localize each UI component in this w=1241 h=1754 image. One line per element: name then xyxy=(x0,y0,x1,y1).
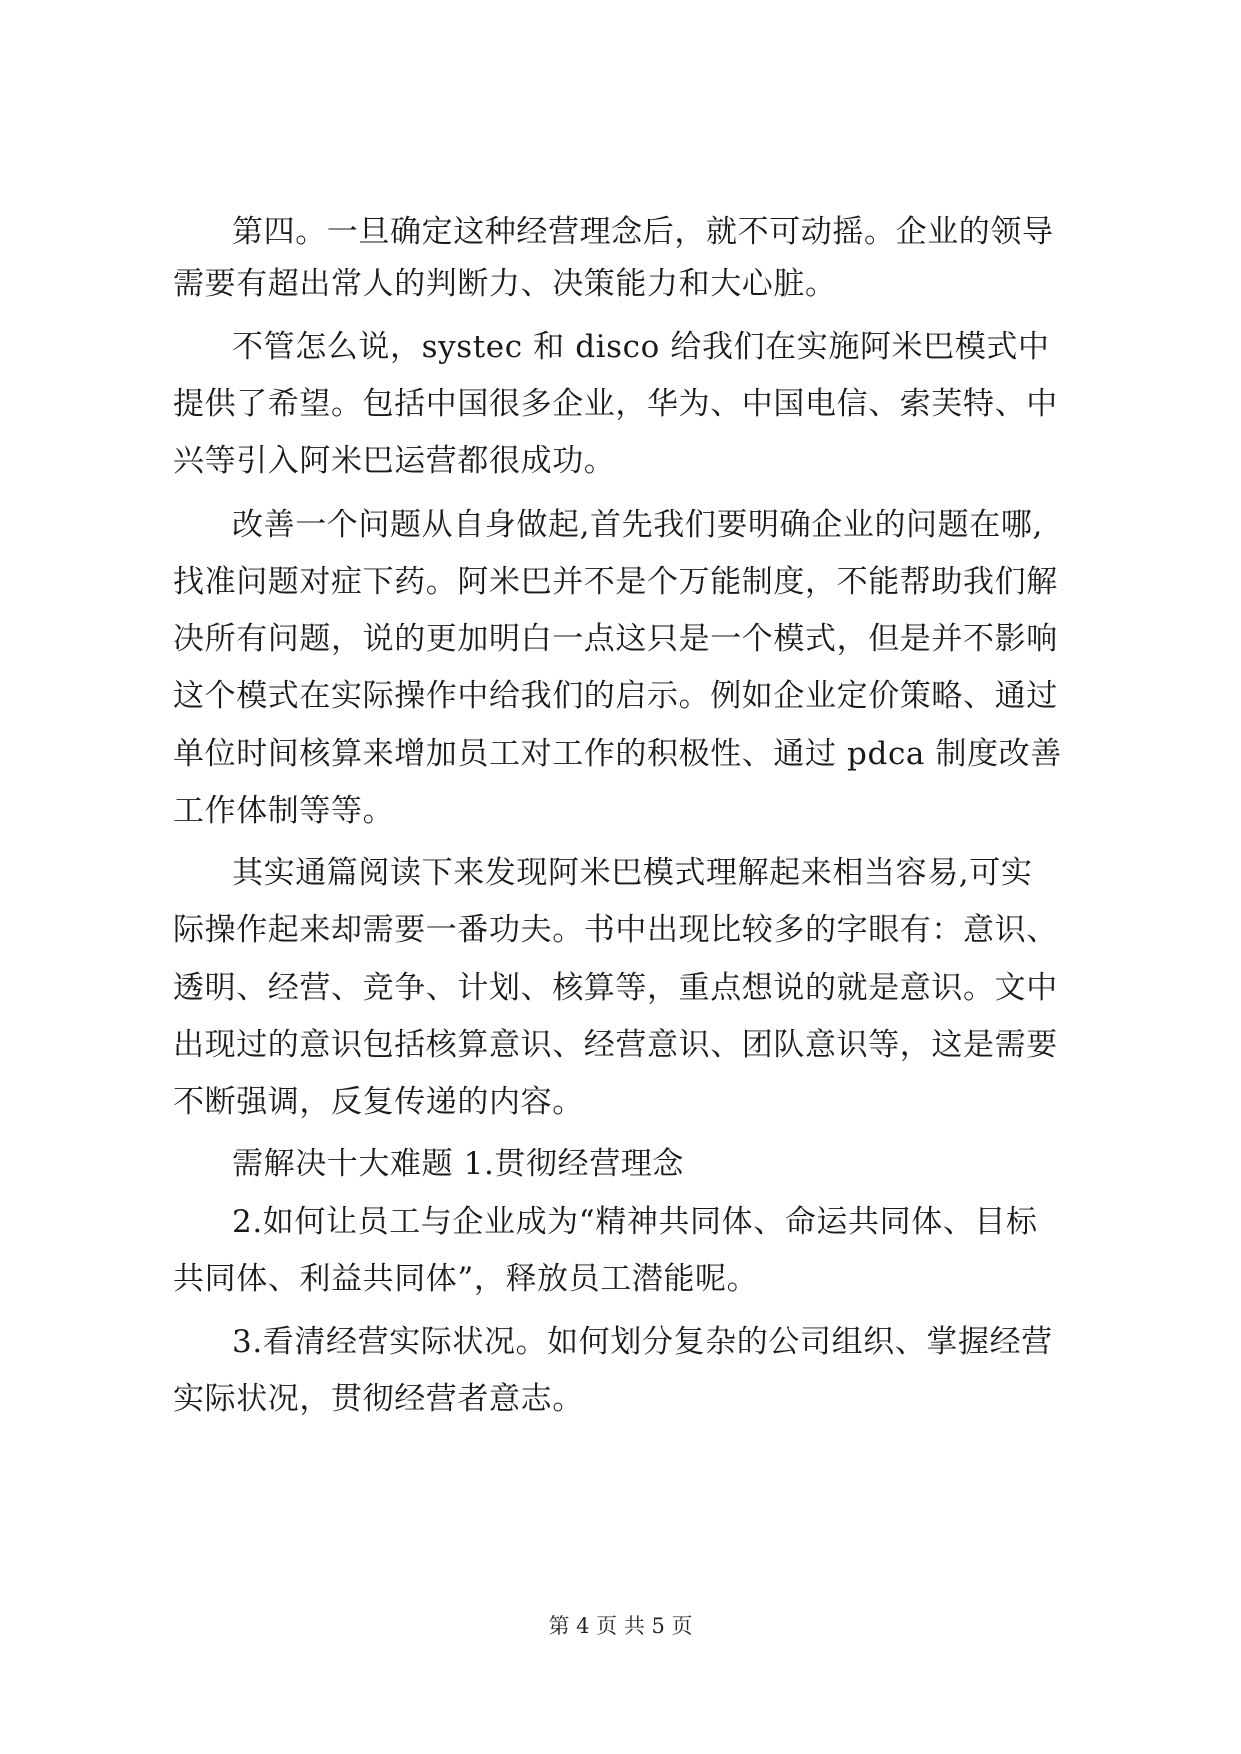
text-line: 不管怎么说，systec 和 disco 给我们在实施阿米巴模式中 xyxy=(232,329,1050,365)
text-line: 找准问题对症下药。阿米巴并不是个万能制度，不能帮助我们解 xyxy=(173,564,1058,600)
text-line: 这个模式在实际操作中给我们的启示。例如企业定价策略、通过 xyxy=(173,678,1058,714)
text-line: 实际状况，贯彻经营者意志。 xyxy=(173,1381,584,1417)
text-line: 需要有超出常人的判断力、决策能力和大心脏。 xyxy=(173,266,837,302)
text-line: 3.看清经营实际状况。如何划分复杂的公司组织、掌握经营 xyxy=(232,1324,1053,1360)
text-line: 共同体、利益共同体”，释放员工潜能呢。 xyxy=(173,1261,759,1297)
text-line: 出现过的意识包括核算意识、经营意识、团队意识等，这是需要 xyxy=(173,1027,1058,1063)
text-line: 兴等引入阿米巴运营都很成功。 xyxy=(173,443,616,479)
text-line: 决所有问题，说的更加明白一点这只是一个模式，但是并不影响 xyxy=(173,621,1058,657)
page-footer: 第 4 页 共 5 页 xyxy=(548,1614,693,1638)
text-line: 透明、经营、竞争、计划、核算等，重点想说的就是意识。文中 xyxy=(173,970,1058,1006)
text-line: 工作体制等等。 xyxy=(173,793,395,829)
text-line: 不断强调，反复传递的内容。 xyxy=(173,1084,584,1120)
text-line: 际操作起来却需要一番功夫。书中出现比较多的字眼有：意识、 xyxy=(173,912,1058,948)
text-line: 第四。一旦确定这种经营理念后，就不可动摇。企业的领导 xyxy=(232,214,1054,250)
text-line: 其实通篇阅读下来发现阿米巴模式理解起来相当容易,可实 xyxy=(232,855,1033,891)
text-line: 2.如何让员工与企业成为“精神共同体、命运共同体、目标 xyxy=(232,1204,1038,1240)
text-line: 提供了希望。包括中国很多企业，华为、中国电信、索芙特、中 xyxy=(173,386,1058,422)
text-line: 需解决十大难题 1.贯彻经营理念 xyxy=(232,1146,685,1182)
text-line: 改善一个问题从自身做起,首先我们要明确企业的问题在哪, xyxy=(232,507,1043,543)
text-line: 单位时间核算来增加员工对工作的积极性、通过 pdca 制度改善 xyxy=(173,736,1062,772)
